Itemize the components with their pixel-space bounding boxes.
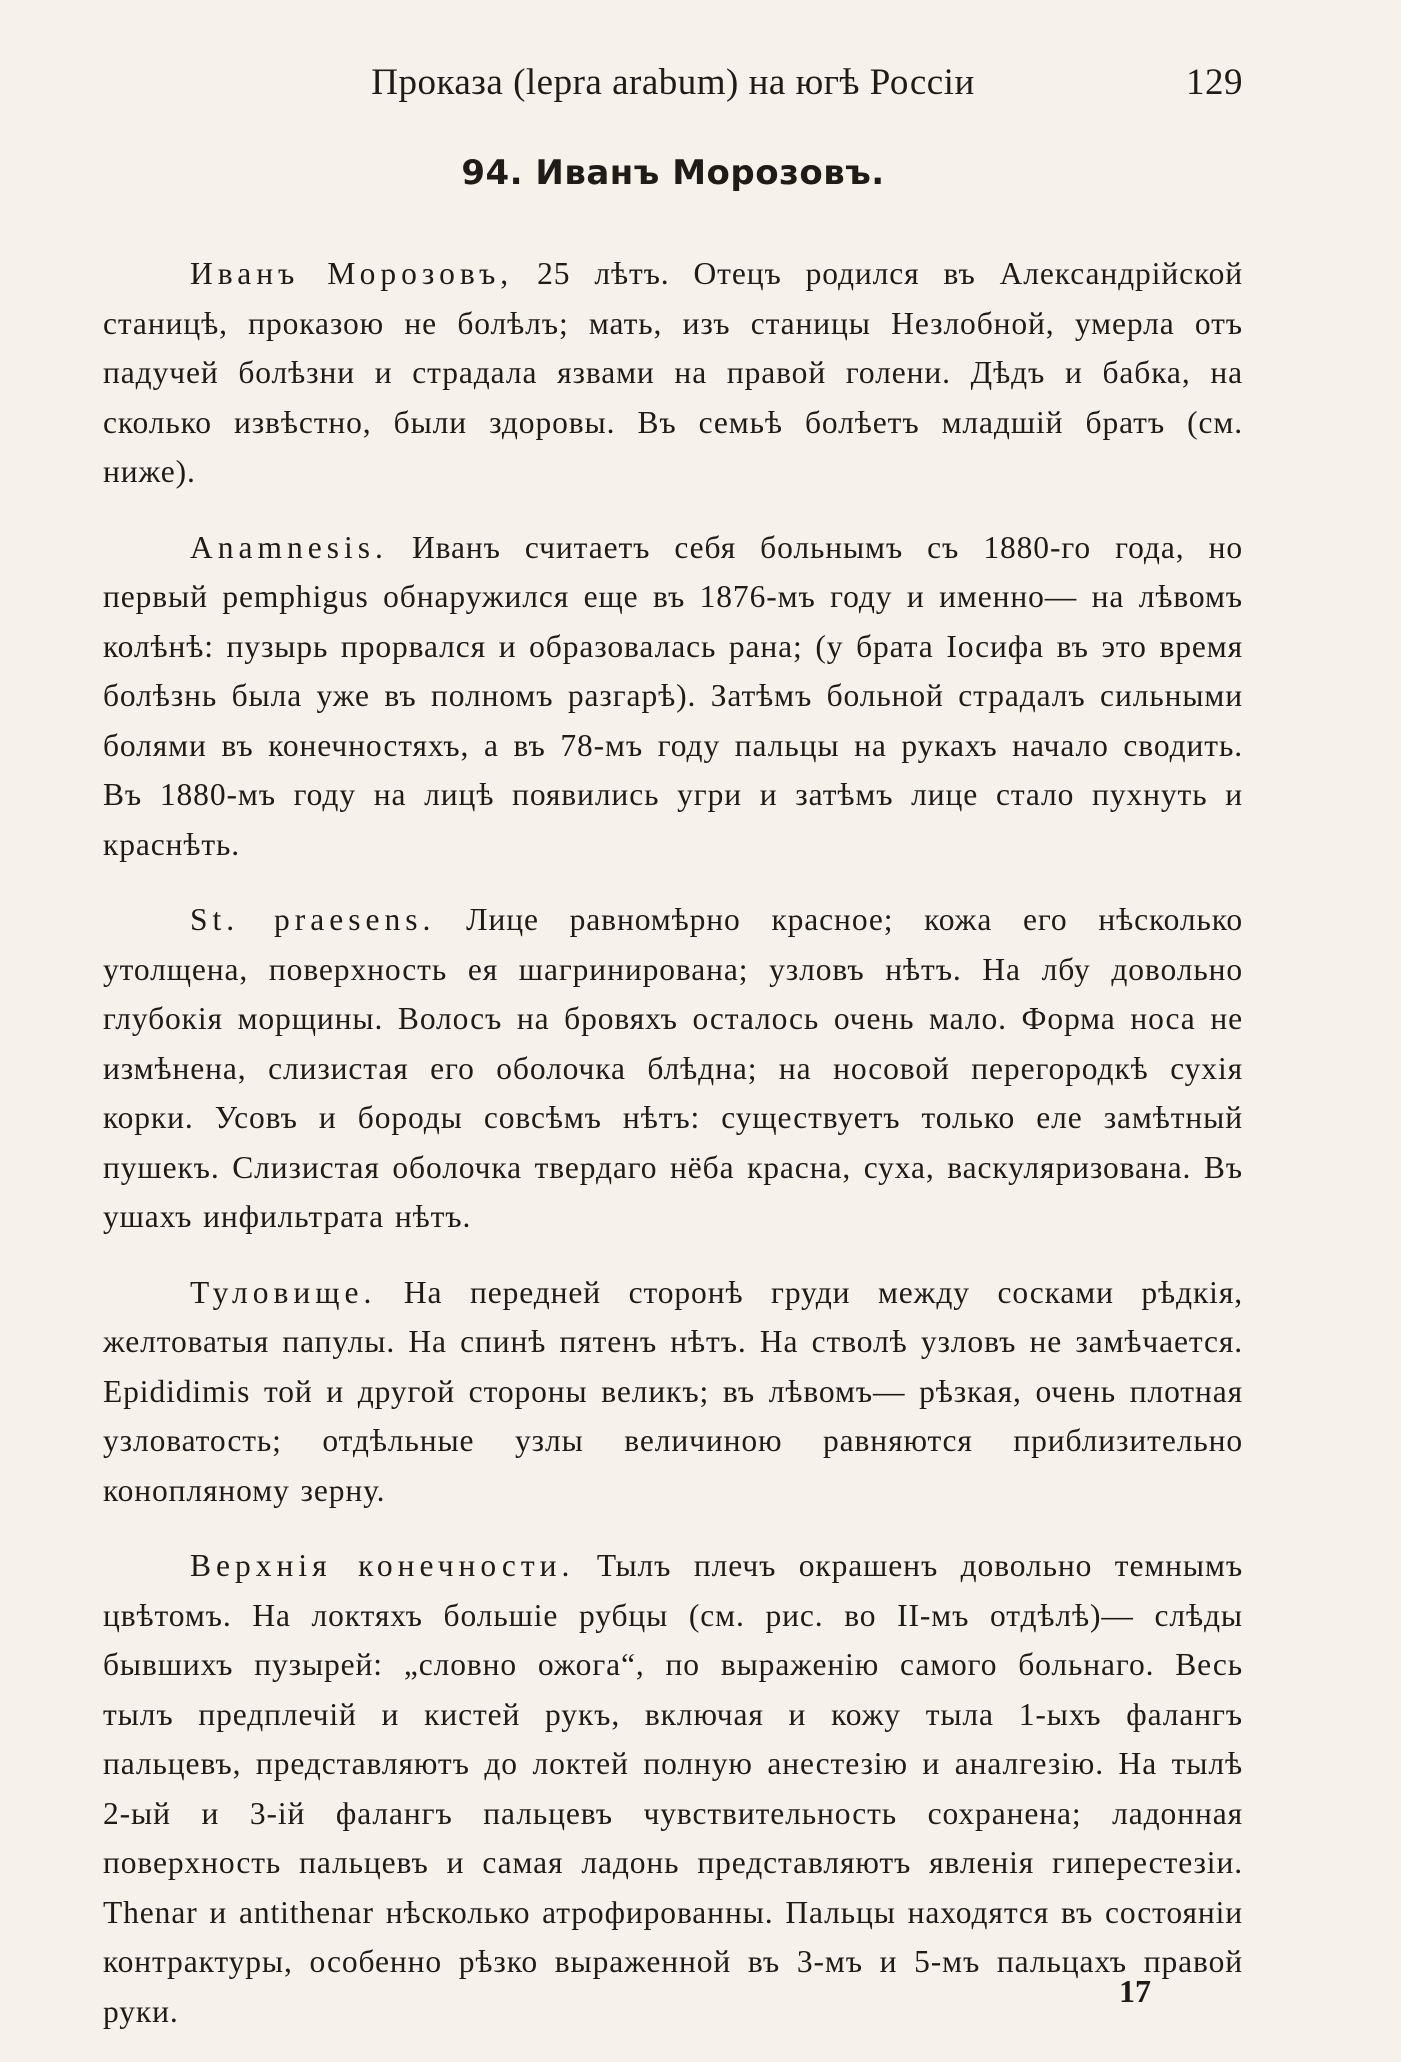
running-header — [103, 55, 1243, 105]
document-page — [103, 55, 1243, 2062]
paragraph-text: Иванъ считаетъ себя больнымъ съ 1880-го года, но первый pemphigus обнаружился еще въ 1876-мъ году и именно— на лѣвомъ колѣнѣ: пузырь прорвался и образовалась рана; (у брата Іосифа въ это время болѣзнь была уже въ полномъ разгарѣ). Затѣмъ больной страдалъ сильными болями въ конечностяхъ, а въ 78-мъ году пальцы на рукахъ начало сводить. Въ 1880-мъ году на лицѣ появились угри и затѣмъ лице стало пухнуть и краснѣть. — [103, 529, 1243, 862]
paragraph-lead: Верхнія конечности. — [190, 1548, 575, 1583]
page-number: 129 — [1186, 62, 1243, 103]
paragraph-status-praesens — [103, 895, 1243, 1242]
paragraph-text: Лице равномѣрно красное; кожа его нѣсколько утолщена, поверхность ея шагринирована; узловъ нѣтъ. На лбу довольно глубокія морщины. Волосъ на бровяхъ осталось очень мало. Форма носа не измѣнена, слизистая его оболочка блѣдна; на носовой перегородкѣ сухія корки. Усовъ и бороды совсѣмъ нѣтъ: существуетъ только еле замѣтный пушекъ. Слизистая оболочка твердаго нёба красна, суха, васкуляризована. Въ ушахъ инфильтрата нѣтъ. — [103, 902, 1243, 1234]
paragraph-text: На передней сторонѣ груди между сосками рѣдкія, желтоватыя папулы. На спинѣ пятенъ нѣтъ. На стволѣ узловъ не замѣчается. Epididimis той и другой стороны великъ; въ лѣвомъ— рѣзкая, очень плотная узловатость; отдѣльные узлы величиною равняются приблизительно конопляному зерну. — [103, 1274, 1243, 1508]
paragraph-anamnesis — [103, 523, 1243, 870]
running-title: Проказа (lepra arabum) на югѣ Россіи — [371, 62, 975, 103]
paragraph-text: 25 лѣтъ. Отецъ родился въ Александрійской станицѣ, проказою не болѣлъ; мать, изъ станицы Незлобной, умерла отъ падучей болѣзни и страдала язвами на правой голени. Дѣдъ и бабка, на сколько извѣстно, были здоровы. Въ семьѣ болѣетъ младшій братъ (см. ниже). — [103, 256, 1243, 489]
paragraph-torso — [103, 1268, 1243, 1516]
paragraph-text: Тылъ плечъ окрашенъ довольно темнымъ цвѣтомъ. На локтяхъ большіе рубцы (см. рис. во II-мъ отдѣлѣ)— слѣды бывшихъ пузырей: „словно ожога“, по выраженію самого больнаго. Весь тылъ предплечій и кистей рукъ, включая и кожу тыла 1-ыхъ фалангъ пальцевъ, представляютъ до локтей полную анестезію и аналгезію. На тылѣ 2-ый и 3-ій фалангъ пальцевъ чувствительность сохранена; ладонная поверхность пальцевъ и самая ладонь представляютъ явленія гиперестезіи. Thenar и antithenar нѣсколько атрофированны. Пальцы находятся въ состояніи контрактуры, особенно рѣзко выраженной въ 3-мъ и 5-мъ пальцахъ правой руки. — [103, 1548, 1244, 2029]
paragraph-lead: Anamnesis. — [190, 529, 388, 565]
paragraph-lead: St. praesens. — [190, 902, 436, 937]
signature-mark: 17 — [1119, 1973, 1151, 2009]
section-title: 94. Иванъ Морозовъ. — [461, 153, 885, 193]
paragraph-family-history — [103, 249, 1243, 497]
paragraph-lead: Туловище. — [190, 1274, 377, 1310]
paragraph-upper-limbs — [103, 1541, 1243, 2036]
paragraph-lead: Иванъ Морозовъ, — [190, 256, 514, 291]
